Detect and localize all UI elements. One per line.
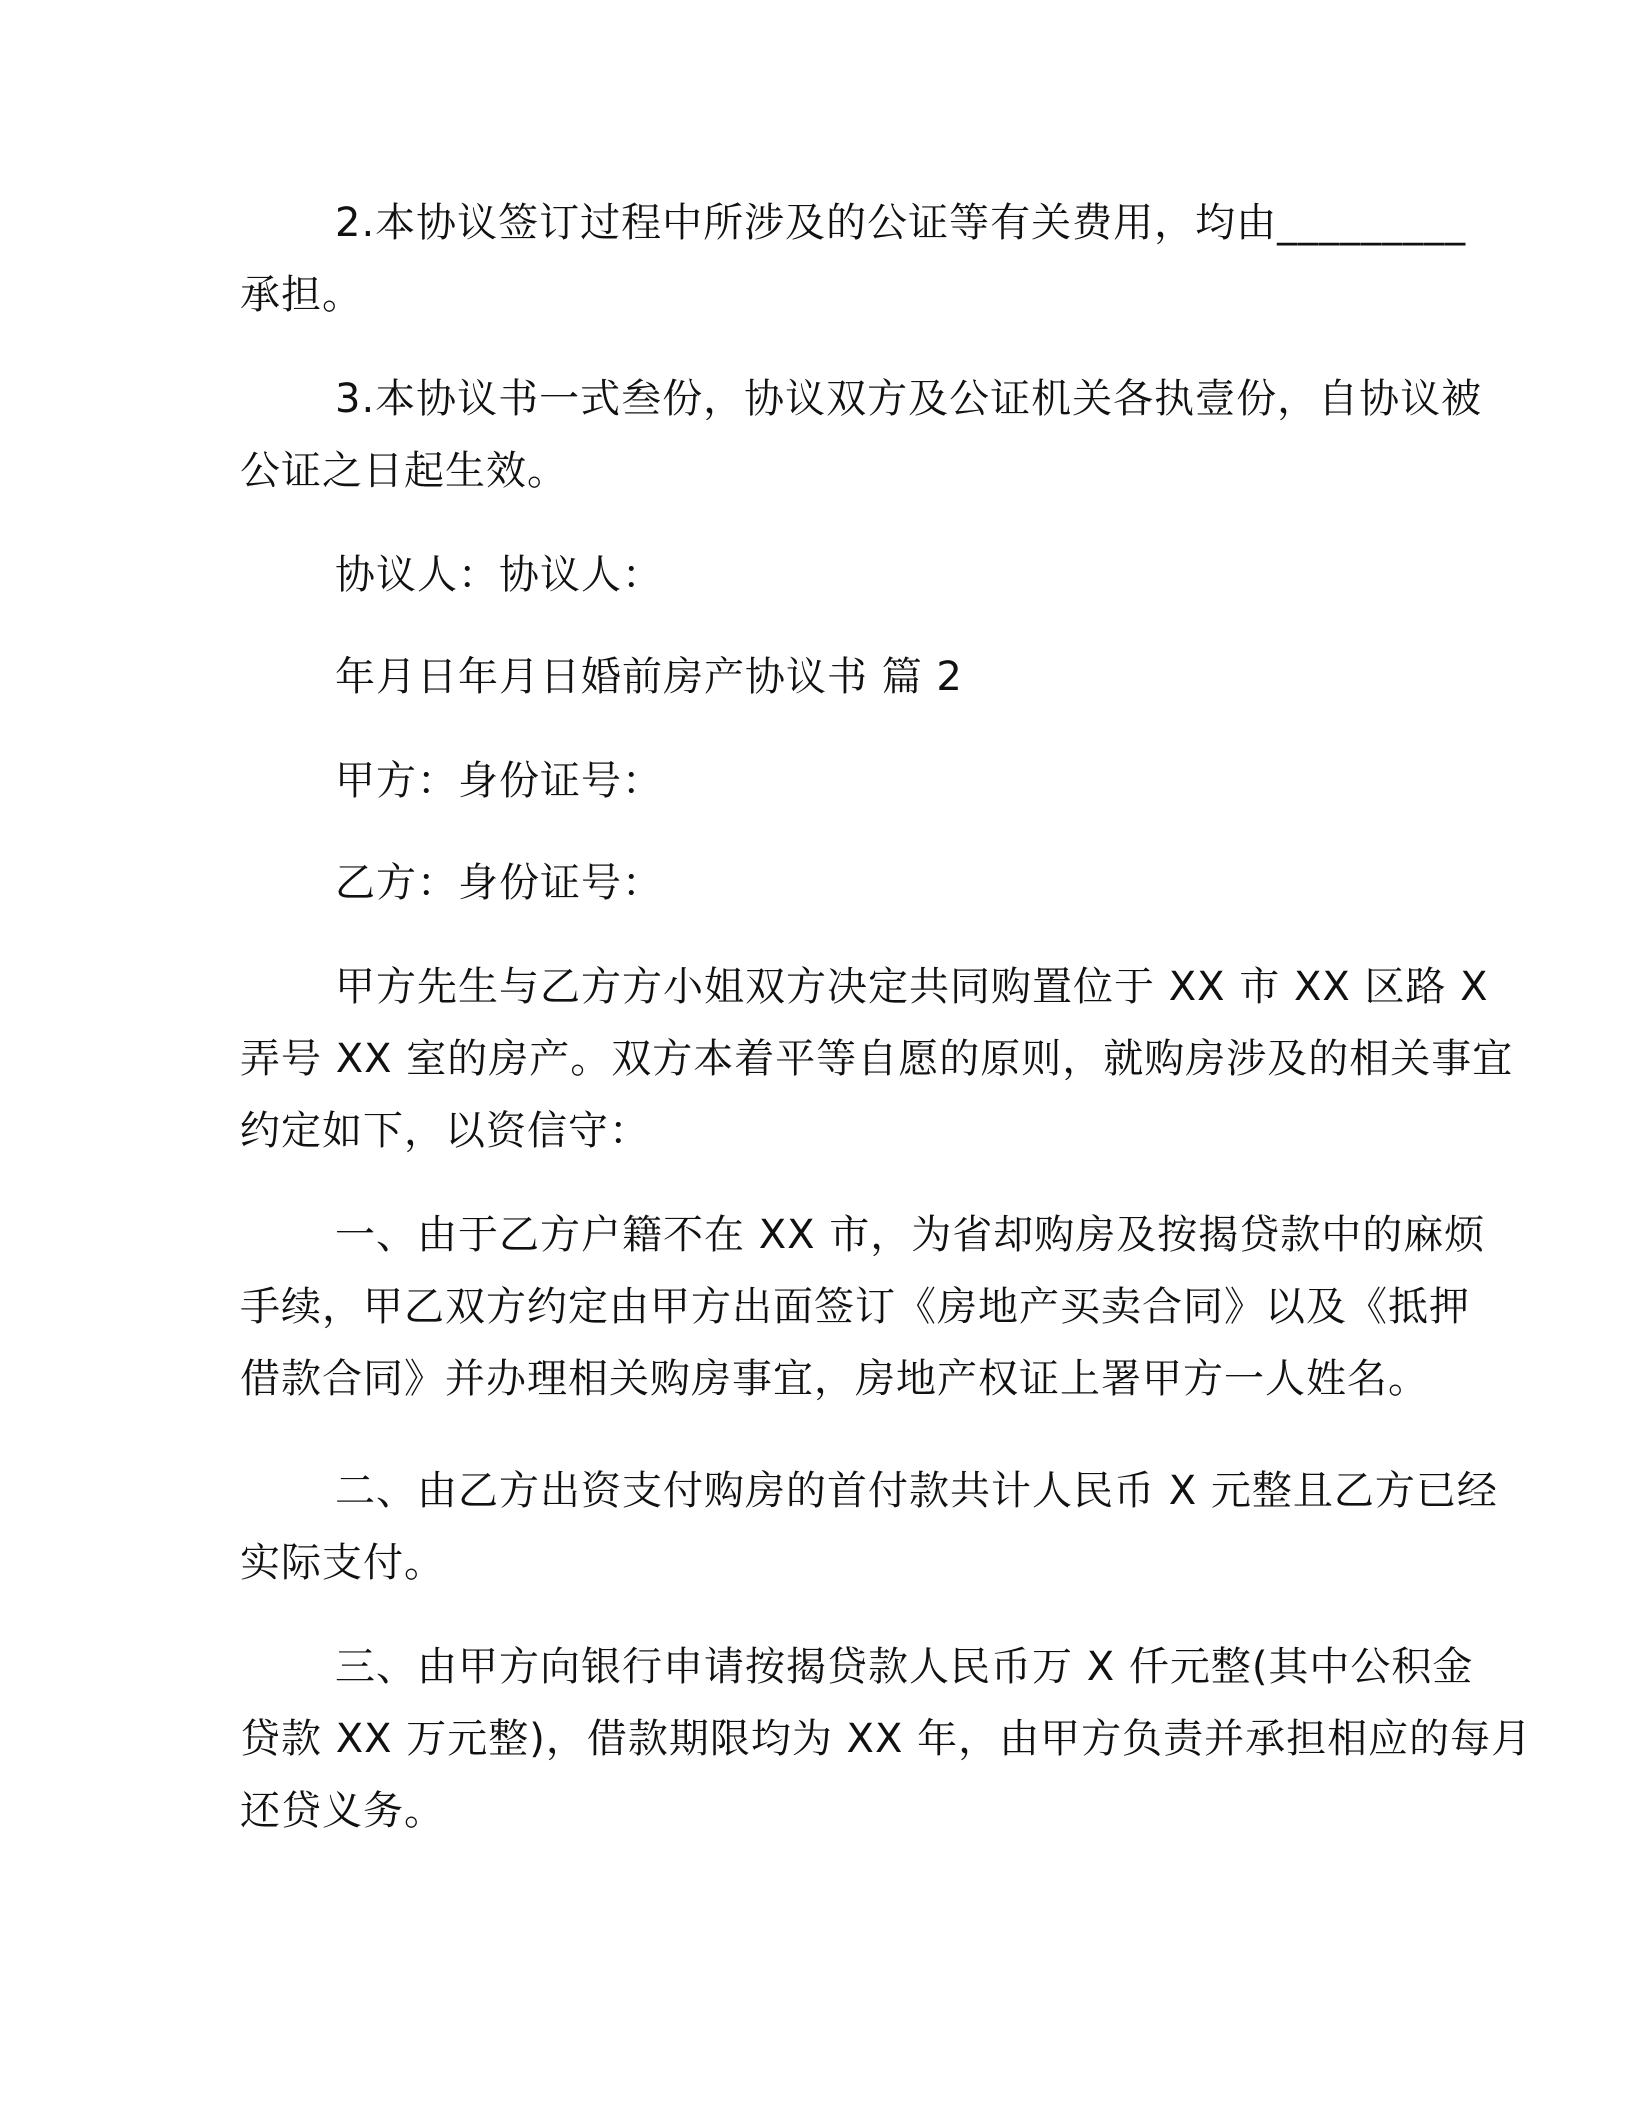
paragraph-2-line-1: 2.本协议签订过程中所涉及的公证等有关费用，均由_________ (335, 200, 1467, 246)
section-title-line: 年月日年月日婚前房产协议书 篇 2 (335, 654, 963, 700)
clause-3-line-1: 三、由甲方向银行申请按揭贷款人民币万 X 仟元整(其中公积金 (335, 1644, 1474, 1690)
clause-2-line-1: 二、由乙方出资支付购房的首付款共计人民币 X 元整且乙方已经 (335, 1468, 1498, 1514)
clause-2-line-2: 实际支付。 (240, 1540, 445, 1586)
clause-1-line-3: 借款合同》并办理相关购房事宜，房地产权证上署甲方一人姓名。 (240, 1356, 1429, 1402)
paragraph-3-line-1: 3.本协议书一式叁份，协议双方及公证机关各执壹份，自协议被 (335, 376, 1483, 422)
paragraph-3-line-2: 公证之日起生效。 (240, 448, 568, 494)
intro-paragraph-line-3: 约定如下，以资信守： (240, 1108, 650, 1154)
clause-1-line-2: 手续，甲乙双方约定由甲方出面签订《房地产买卖合同》以及《抵押 (240, 1284, 1470, 1330)
paragraph-2-line-2: 承担。 (240, 272, 363, 318)
party-a-id-line: 甲方：身份证号： (335, 758, 663, 804)
signatories-line: 协议人：协议人： (335, 552, 663, 598)
clause-1-line-1: 一、由于乙方户籍不在 XX 市，为省却购房及按揭贷款中的麻烦 (335, 1212, 1486, 1258)
party-b-id-line: 乙方：身份证号： (335, 860, 663, 906)
intro-paragraph-line-2: 弄号 XX 室的房产。双方本着平等自愿的原则，就购房涉及的相关事宜 (240, 1036, 1514, 1082)
clause-3-line-3: 还贷义务。 (240, 1788, 445, 1834)
intro-paragraph-line-1: 甲方先生与乙方方小姐双方决定共同购置位于 XX 市 XX 区路 X (335, 964, 1489, 1010)
clause-3-line-2: 贷款 XX 万元整)，借款期限均为 XX 年，由甲方负责并承担相应的每月 (240, 1716, 1533, 1762)
